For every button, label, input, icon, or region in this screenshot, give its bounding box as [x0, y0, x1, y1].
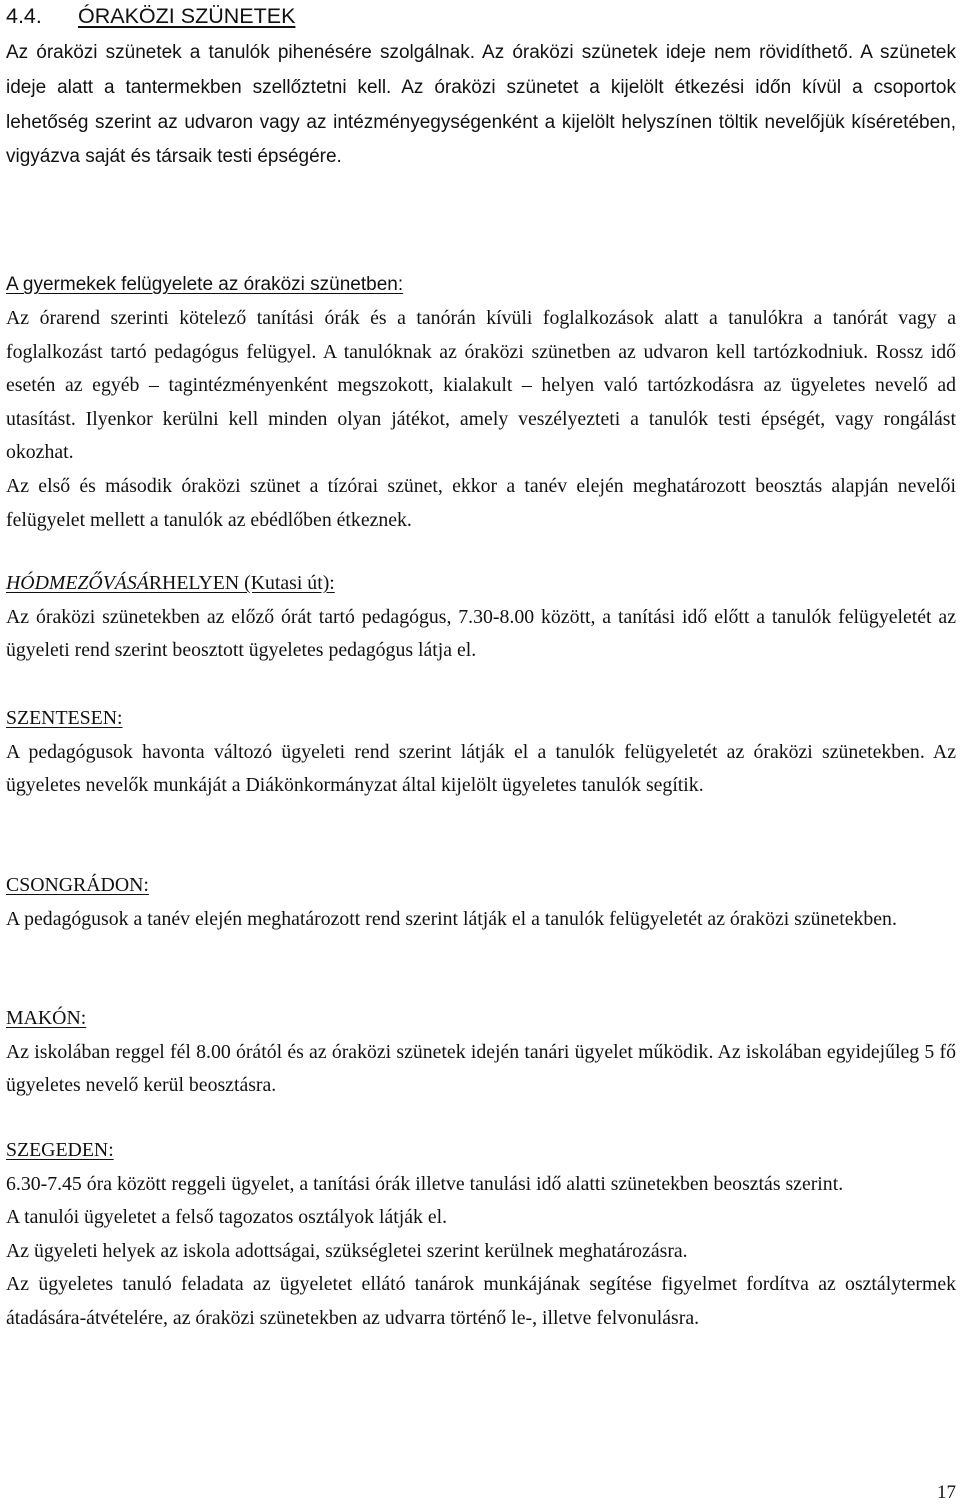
szegeden-line-2: A tanulói ügyeletet a felső tagozatos osztályok látják el. [6, 1206, 448, 1229]
makon-label: MAKÓN: [6, 1007, 87, 1029]
supervision-label: A gyermekek felügyelete az óraközi szünetben: [6, 274, 404, 295]
hodmezovasarhely-label [6, 567, 956, 601]
szegeden-line-4: Az ügyeletes tanuló feladata az ügyeletet ellátó tanárok munkájának segítése figyelmet fordítva az osztálytermek átadására-átvételére, az óraközi szünetekben az udvarra történő le-, illetve felvonulásra. [6, 1273, 956, 1329]
szegeden-section [6, 1134, 956, 1336]
intro-paragraph: Az óraközi szünetek a tanulók pihenésére szolgálnak. Az óraközi szünetek ideje nem rövidíthető. A szünetek ideje alatt a tantermekben szellőztetni kell. Az óraközi szünetet a kijelölt étkezési időn kívül a csoportok lehetőség szerint az udvaron vagy az intézményegységenként a kijelölt helyszínen töltik nevelőjük kíséretében, vigyázva saját és társaik testi épségére. [6, 42, 956, 168]
csongradon-label: CSONGRÁDON: [6, 874, 149, 896]
szentesen-paragraph: A pedagógusok havonta változó ügyeleti rend szerint látják el a tanulók felügyeletét az óraközi szünetekben. Az ügyeletes nevelők munkáját a Diákönkormányzat által kijelölt ügyeletes tanulók segítik. [6, 740, 956, 797]
hodmezovasarhely-paragraph: Az óraközi szünetekben az előző órát tartó pedagógus, 7.30-8.00 között, a tanítási idő előtt a tanulók felügyeletét az ügyeleti rend szerint beosztott ügyeletes pedagógus látja el. [6, 605, 956, 662]
szentesen-section [6, 702, 956, 803]
szegeden-label: SZEGEDEN: [6, 1139, 114, 1161]
csongradon-section [6, 869, 956, 936]
page-number: 17 [937, 1482, 956, 1503]
hodmezovasarhely-label-rest: RHELYEN (Kutasi út): [148, 572, 335, 594]
supervision-section [6, 270, 956, 537]
section-title: ÓRAKÖZI SZÜNETEK [78, 4, 296, 28]
szentesen-label: SZENTESEN: [6, 707, 123, 729]
supervision-paragraph: Az órarend szerinti kötelező tanítási órák és a tanórán kívüli foglalkozások alatt a tanulókra a tanórát vagy a foglalkozást tartó pedagógus felügyel. A tanulóknak az óraközi szünetben az udvaron kell tartózkodniuk. Rossz idő esetén az egyéb – tagintézményenként megszokott, kialakult – helyen való tartózkodásra az ügyeletes nevelő ad utasítást. Ilyenkor kerülni kell minden olyan játékot, amely veszélyezteti a tanulók testi épségét, vagy rongálást okozhat. [6, 307, 956, 464]
szegeden-line-1: 6.30-7.45 óra között reggeli ügyelet, a tanítási órák illetve tanulási idő alatti szünetekben beosztás szerint. [6, 1172, 844, 1195]
hodmezovasarhely-section [6, 567, 956, 668]
makon-section [6, 1002, 956, 1103]
makon-paragraph: Az iskolában reggel fél 8.00 órától és az óraközi szünetek idején tanári ügyelet működik. Az iskolában egyidejűleg 5 fő ügyeletes nevelő kerül beosztásra. [6, 1040, 956, 1097]
supervision-paragraph-2: Az első és második óraközi szünet a tízórai szünet, ekkor a tanév elején meghatározott beosztás alapján nevelői felügyelet mellett a tanulók az ebédlőben étkeznek. [6, 474, 956, 531]
section-number: 4.4. [6, 4, 42, 28]
section-heading [6, 2, 295, 30]
hodmezovasarhely-label-italic: HÓDMEZŐVÁSÁ [6, 572, 149, 594]
csongradon-paragraph: A pedagógusok a tanév elején meghatározott rend szerint látják el a tanulók felügyeletét az óraközi szünetekben. [6, 907, 897, 930]
szegeden-line-3: Az ügyeleti helyek az iskola adottságai, szükségletei szerint kerülnek meghatározásra. [6, 1239, 688, 1262]
